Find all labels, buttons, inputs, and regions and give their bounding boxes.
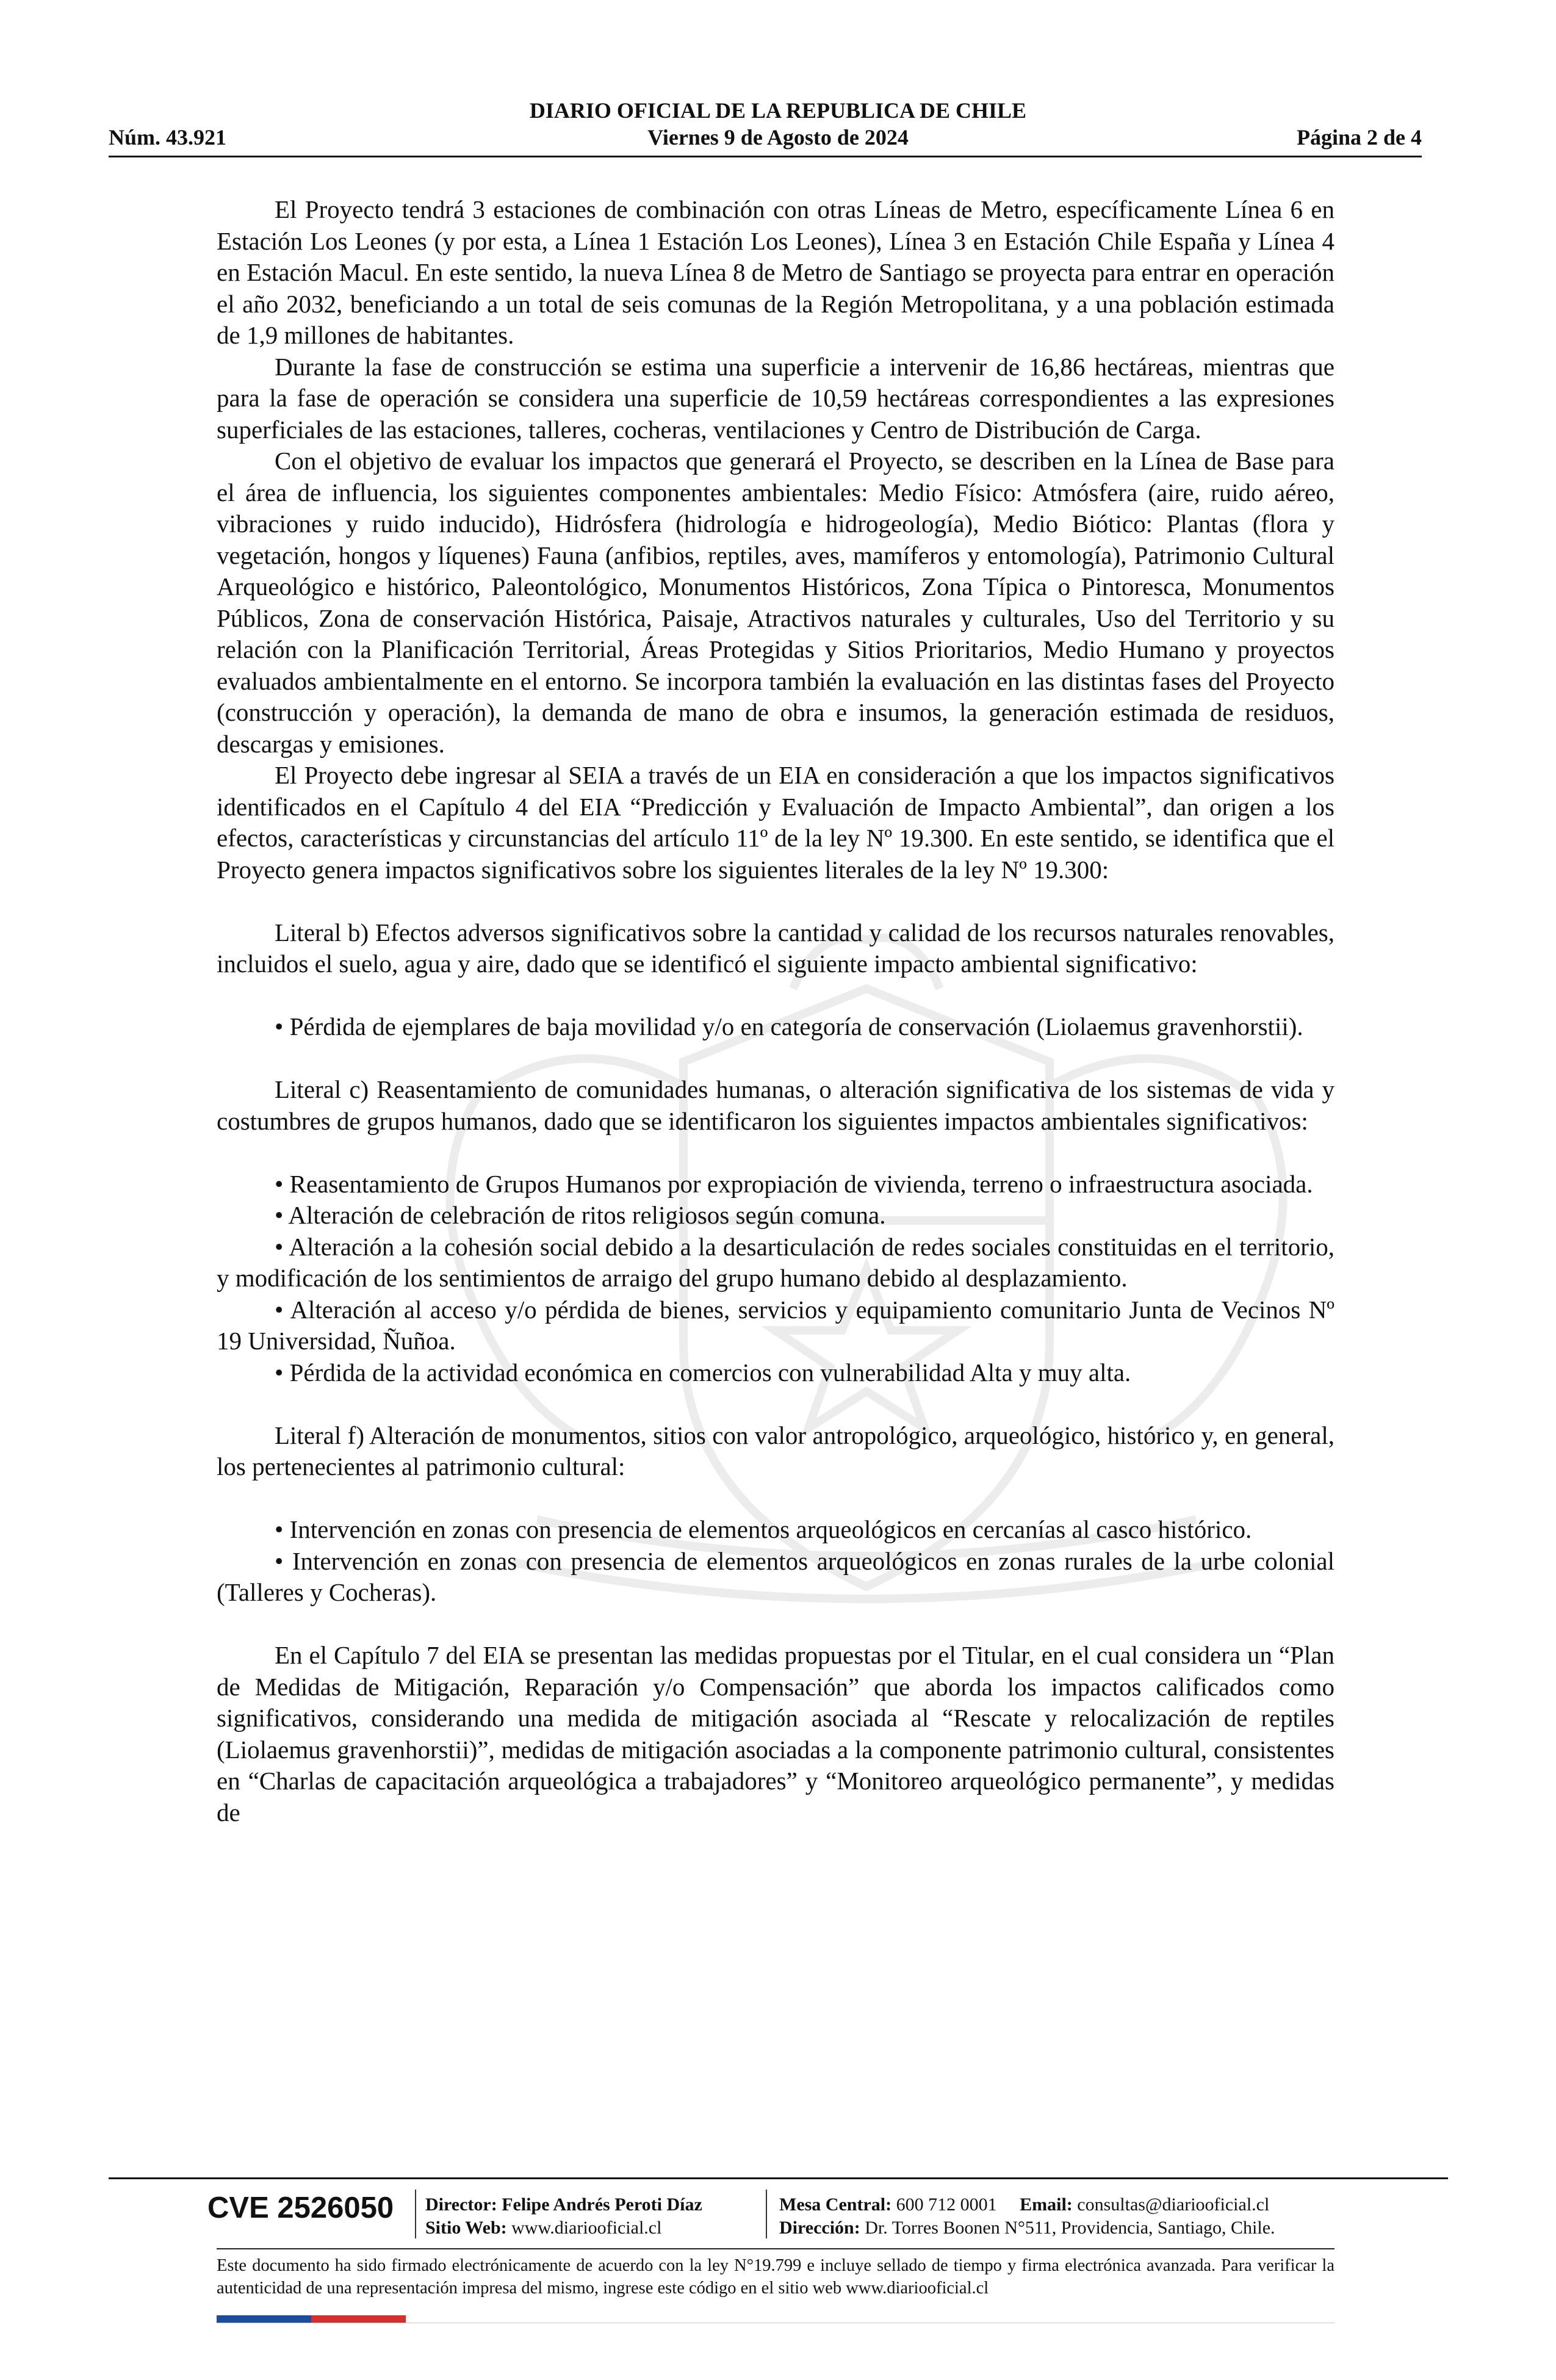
spacer bbox=[217, 885, 1334, 917]
header-divider bbox=[109, 156, 1422, 157]
footer-separator bbox=[766, 2190, 767, 2238]
spacer bbox=[217, 1043, 1334, 1075]
website-link[interactable]: www.diariooficial.cl bbox=[511, 2218, 662, 2238]
paragraph: El Proyecto tendrá 3 estaciones de combinación con otras Líneas de Metro, específicamente Línea 6 en Estación Los Leones (y por esta, a Línea 1 Estación Los Leones), Línea 3 en Estación Chile España y Línea 4 en Estación Macul. En este sentido, la nueva Línea 8 de Metro de Santiago se proyecta para entrar en operación el año 2032, beneficiando a un total de seis comunas de la Región Metropolitana, y a una población estimada de 1,9 millones de habitantes. bbox=[217, 195, 1334, 349]
bullet-item: • Alteración de celebración de ritos religiosos según comuna. bbox=[275, 1201, 886, 1229]
bullet-item: • Alteración a la cohesión social debido a la desarticulación de redes sociales constituidas en el territorio, y modificación de los sentimientos de arraigo del grupo humano debido al desplazamiento. bbox=[217, 1232, 1334, 1292]
website-line bbox=[425, 2216, 661, 2240]
bullet-item: • Intervención en zonas con presencia de elementos arqueológicos en zonas rurales de la urbe colonial (Talleres y Cocheras). bbox=[217, 1546, 1334, 1606]
paragraph: Literal b) Efectos adversos significativos sobre la cantidad y calidad de los recursos naturales renovables, incluidos el suelo, agua y aire, dado que se identificó el siguiente impacto ambiental significativo: bbox=[217, 918, 1334, 978]
spacer bbox=[217, 1609, 1334, 1640]
address-label: Dirección: bbox=[779, 2218, 860, 2238]
page-indicator: Página 2 de 4 bbox=[1296, 125, 1422, 150]
issue-number: Núm. 43.921 bbox=[109, 125, 227, 150]
flag-blue-segment bbox=[217, 2315, 311, 2323]
mesa-label: Mesa Central: bbox=[779, 2194, 892, 2215]
mesa-value: 600 712 0001 bbox=[896, 2194, 997, 2215]
address-line bbox=[779, 2216, 1275, 2240]
bullet-item: • Reasentamiento de Grupos Humanos por expropiación de vivienda, terreno o infraestructura asociada. bbox=[275, 1169, 1313, 1198]
document-body bbox=[217, 194, 1334, 1828]
email-label: Email: bbox=[1020, 2194, 1073, 2215]
flag-red-segment bbox=[311, 2315, 406, 2323]
bullet-item: • Alteración al acceso y/o pérdida de bienes, servicios y equipamiento comunitario Junta de Vecinos Nº 19 Universidad, Ñuñoa. bbox=[217, 1295, 1334, 1355]
paragraph: Durante la fase de construcción se estima una superficie a intervenir de 16,86 hectáreas, mientras que para la fase de operación se considera una superficie de 10,59 hectáreas correspondientes a las expresiones superficiales de las estaciones, talleres, cocheras, ventilaciones y Centro de Distribución de Carga. bbox=[217, 352, 1334, 444]
issue-date: Viernes 9 de Agosto de 2024 bbox=[647, 125, 909, 150]
email-link[interactable]: consultas@diariooficial.cl bbox=[1077, 2194, 1270, 2215]
address-value: Dr. Torres Boonen N°511, Providencia, Santiago, Chile. bbox=[865, 2218, 1275, 2238]
director-name: Felipe Andrés Peroti Díaz bbox=[502, 2194, 702, 2215]
director-label: Director: bbox=[425, 2194, 497, 2215]
footer-divider bbox=[109, 2177, 1448, 2179]
bullet-item: • Intervención en zonas con presencia de elementos arqueológicos en cercanías al casco histórico. bbox=[275, 1515, 1252, 1543]
footer-divider bbox=[217, 2248, 1334, 2249]
newspaper-title: DIARIO OFICIAL DE LA REPUBLICA DE CHILE bbox=[529, 98, 1027, 123]
flag-stripe bbox=[217, 2315, 406, 2323]
contact-line bbox=[779, 2193, 1269, 2216]
legal-notice: Este documento ha sido firmado electrónicamente de acuerdo con la ley N°19.799 e incluye sellado de tiempo y firma electrónica avanzada. Para verificar la autenticidad de una representación impresa del mismo, ingrese este código en el sitio web www.diariooficial.cl bbox=[217, 2256, 1334, 2298]
footer-separator bbox=[415, 2190, 416, 2238]
paragraph: Literal c) Reasentamiento de comunidades humanas, o alteración significativa de los sistemas de vida y costumbres de grupos humanos, dado que se identificaron los siguientes impactos ambientales significativos: bbox=[217, 1075, 1334, 1135]
spacer bbox=[217, 980, 1334, 1012]
director-line bbox=[425, 2193, 702, 2216]
spacer bbox=[217, 1137, 1334, 1169]
spacer bbox=[217, 1483, 1334, 1515]
website-label: Sitio Web: bbox=[425, 2218, 507, 2238]
paragraph: Con el objetivo de evaluar los impactos que generará el Proyecto, se describen en la Línea de Base para el área de influencia, los siguientes componentes ambientales: Medio Físico: Atmósfera (aire, ruido aéreo, vibraciones y ruido inducido), Hidrósfera (hidrología e hidrogeología), Medio Biótico: Plantas (flora y vegetación, hongos y líquenes) Fauna (anfibios, reptiles, aves, mamíferos y entomología), Patrimonio Cultural Arqueológico e histórico, Paleontológico, Monumentos Históricos, Zona Típica o Pintoresca, Monumentos Públicos, Zona de conservación Histórica, Paisaje, Atractivos naturales y culturales, Uso del Territorio y su relación con la Planificación Territorial, Áreas Protegidas y Sitios Prioritarios, Medio Humano y proyectos evaluados ambientalmente en el entorno. Se incorpora también la evaluación en las distintas fases del Proyecto (construcción y operación), la demanda de mano de obra e insumos, la generación estimada de residuos, descargas y emisiones. bbox=[217, 447, 1334, 758]
spacer bbox=[217, 1388, 1334, 1420]
cve-code: CVE 2526050 bbox=[207, 2191, 394, 2224]
paragraph: Literal f) Alteración de monumentos, sitios con valor antropológico, arqueológico, histórico y, en general, los pertenecientes al patrimonio cultural: bbox=[217, 1421, 1334, 1480]
bullet-item: • Pérdida de ejemplares de baja movilidad y/o en categoría de conservación (Liolaemus gravenhorstii). bbox=[275, 1012, 1303, 1040]
paragraph: El Proyecto debe ingresar al SEIA a través de un EIA en consideración a que los impactos significativos identificados en el Capítulo 4 del EIA “Predicción y Evaluación de Impacto Ambiental”, dan origen a los efectos, características y circunstancias del artículo 11º de la ley Nº 19.300. En este sentido, se identifica que el Proyecto genera impactos significativos sobre los siguientes literales de la ley Nº 19.300: bbox=[217, 761, 1334, 884]
paragraph: En el Capítulo 7 del EIA se presentan las medidas propuestas por el Titular, en el cual considera un “Plan de Medidas de Mitigación, Reparación y/o Compensación” que aborda los impactos calificados como significativos, considerando una medida de mitigación asociada al “Rescate y relocalización de reptiles (Liolaemus gravenhorstii)”, medidas de mitigación asociadas a la componente patrimonio cultural, consistentes en “Charlas de capacitación arqueológica a trabajadores” y “Monitoreo arqueológico permanente”, y medidas de bbox=[217, 1641, 1334, 1826]
bullet-item: • Pérdida de la actividad económica en comercios con vulnerabilidad Alta y muy alta. bbox=[275, 1358, 1131, 1387]
